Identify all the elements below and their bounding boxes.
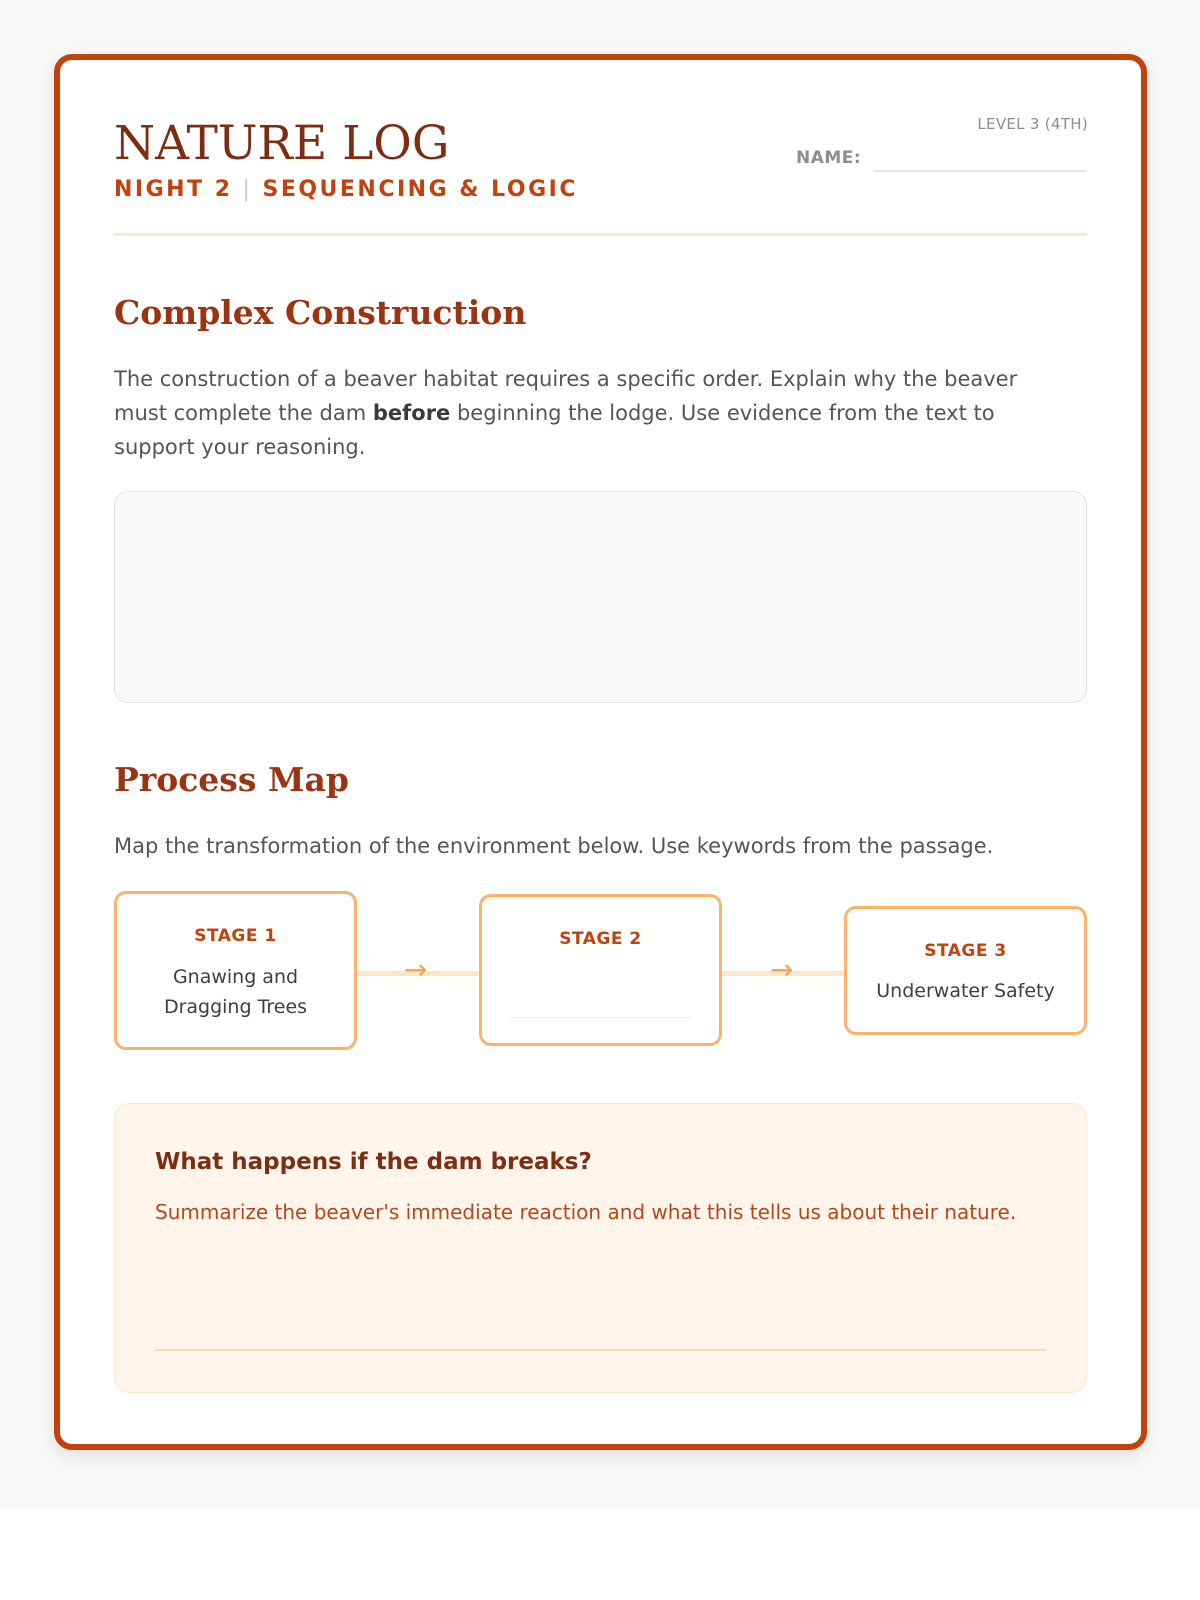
worksheet-title: NATURE LOG: [114, 116, 450, 171]
arrow-right-icon: →: [404, 953, 428, 986]
worksheet-subtitle: [114, 176, 578, 204]
section-heading-complex-construction: Complex Construction: [114, 293, 527, 332]
name-field[interactable]: [873, 170, 1087, 172]
stage-2-label: STAGE 2: [559, 929, 642, 949]
topic-label: SEQUENCING & LOGIC: [262, 177, 578, 202]
callout-prompt: Summarize the beaver's immediate reaction and what this tells us about their nature.: [155, 1200, 1017, 1224]
prompt-emphasis: before: [372, 401, 451, 425]
level-label: LEVEL 3 (4TH): [977, 115, 1088, 133]
header-divider: [114, 233, 1087, 236]
prompt-text-end: beginning the lodge. Use evidence from the text to support your reasoning.: [114, 401, 995, 459]
section-heading-process-map: Process Map: [114, 760, 349, 799]
callout-title: What happens if the dam breaks?: [155, 1149, 592, 1175]
subtitle-separator: |: [242, 177, 253, 202]
process-map-instructions: Map the transformation of the environment below. Use keywords from the passage.: [114, 834, 994, 858]
arrow-right-icon: →: [770, 953, 794, 986]
stage-1-label: STAGE 1: [194, 926, 277, 946]
stage-2-box: [479, 894, 722, 1046]
stage-3-text: Underwater Safety: [876, 980, 1055, 1002]
answer-box[interactable]: [114, 491, 1087, 703]
stage-1-box: [114, 891, 357, 1050]
name-label: NAME:: [796, 148, 862, 168]
section1-prompt: [114, 362, 1074, 464]
night-label: NIGHT 2: [114, 177, 233, 202]
stage-2-blank-line[interactable]: [510, 1017, 691, 1018]
stage-1-text-line1: Gnawing and: [172, 966, 299, 988]
prompt-text-start: The construction of a beaver habitat requires a specific order. Explain why the beaver must complete the dam: [114, 367, 1018, 425]
stage-3-box: [844, 906, 1087, 1035]
stage-3-label: STAGE 3: [924, 941, 1007, 961]
stage-1-text-line2: Dragging Trees: [163, 996, 308, 1018]
callout-answer-line[interactable]: [155, 1349, 1046, 1351]
